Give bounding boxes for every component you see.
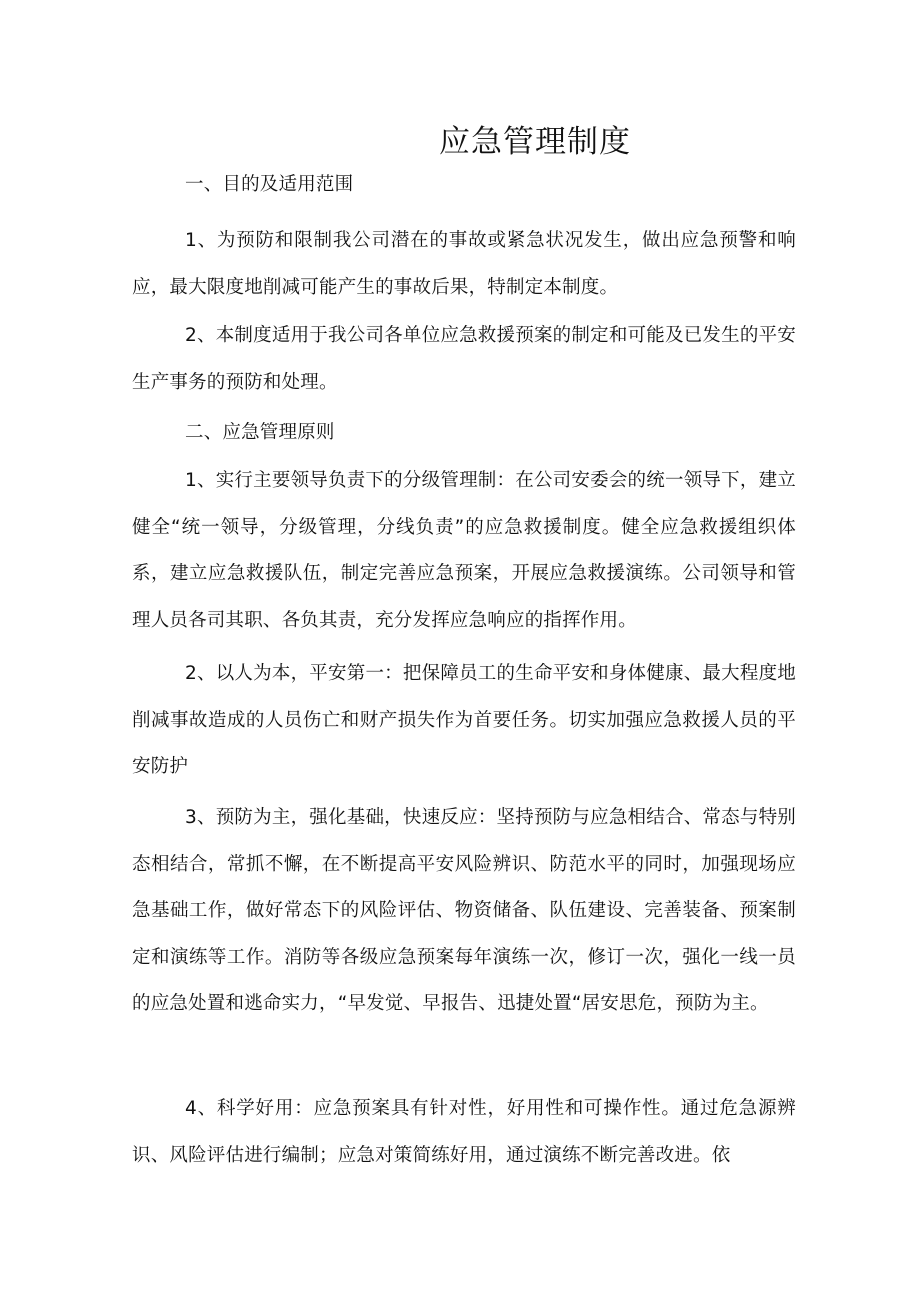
paragraph-2-3: 3、预防为主，强化基础，快速反应：坚持预防与应急相结合、常态与特别态相结合，常抓不懈，在不断提高平安风险辨识、防范水平的同时，加强现场应急基础工作，做好常态下的风险评估、物资储备、队伍建设、完善装备、预案制定和演练等工作。消防等各级应急预案每年演练一次，修订一次，强化一线一员的应急处置和逃命实力，“早发觉、早报告、迅捷处置“居安思危，预防为主。 <box>132 807 796 1014</box>
section-heading-1: 一、目的及适用范围 <box>185 174 354 195</box>
section-heading-2: 二、应急管理原则 <box>185 422 335 443</box>
paragraph-1-2: 2、本制度适用于我公司各单位应急救援预案的制定和可能及已发生的平安生产事务的预防和处理。 <box>132 325 796 393</box>
document-title: 应急管理制度 <box>439 124 631 160</box>
paragraph-2-4: 4、科学好用：应急预案具有针对性，好用性和可操作性。通过危急源辨识、风险评估进行编制；应急对策简练好用，通过演练不断完善改进。依 <box>132 1098 796 1166</box>
paragraph-2-2: 2、以人为本，平安第一：把保障员工的生命平安和身体健康、最大程度地削减事故造成的人员伤亡和财产损失作为首要任务。切实加强应急救援人员的平安防护 <box>132 663 796 777</box>
paragraph-2-1: 1、实行主要领导负责下的分级管理制：在公司安委会的统一领导下，建立健全“统一领导，分级管理，分线负责”的应急救援制度。健全应急救援组织体系，建立应急救援队伍，制定完善应急预案，开展应急救援演练。公司领导和管理人员各司其职、各负其责，充分发挥应急响应的指挥作用。 <box>132 470 796 631</box>
paragraph-1-1: 1、为预防和限制我公司潜在的事故或紧急状况发生，做出应急预警和响应，最大限度地削减可能产生的事故后果，特制定本制度。 <box>132 230 796 298</box>
